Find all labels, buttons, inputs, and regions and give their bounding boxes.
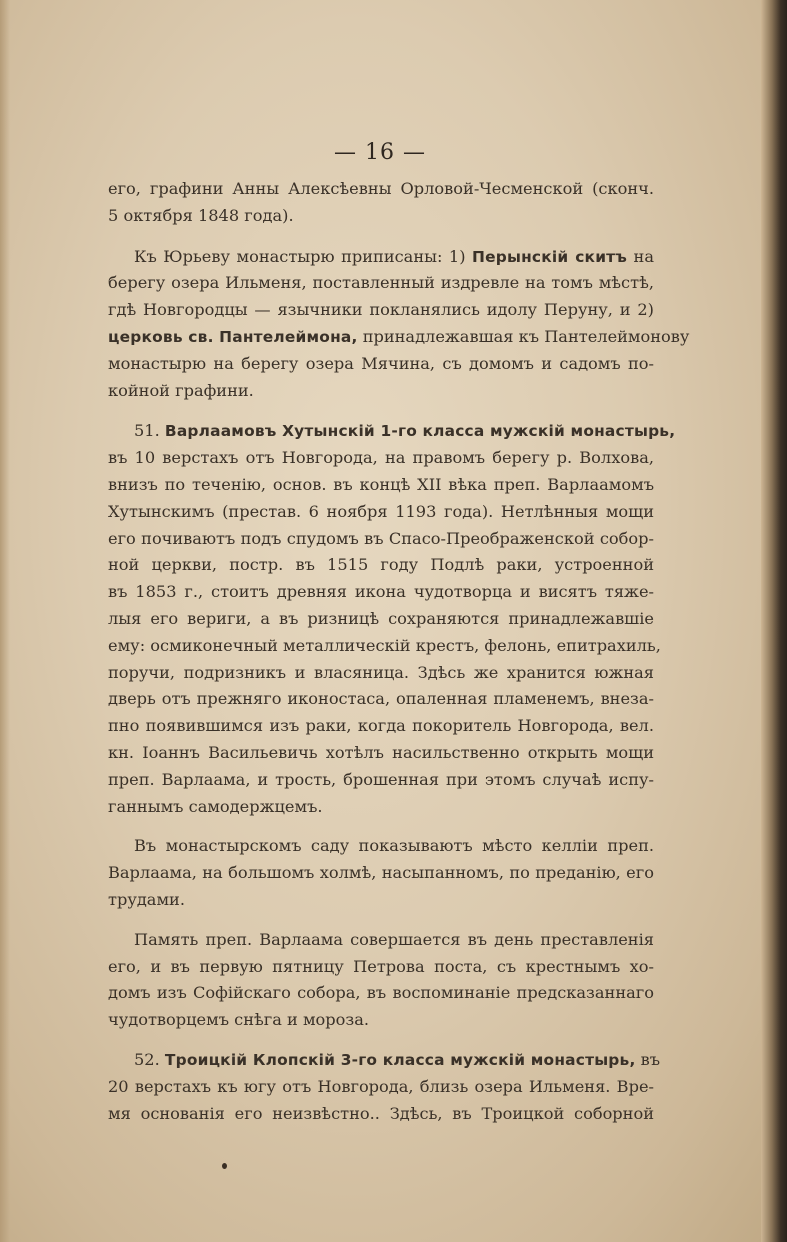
- text-line: поручи, подризникъ и власяница. Здѣсь же хранится южная: [108, 662, 654, 682]
- text-line: пно появившимся изъ раки, когда покоритель Новгорода, вел.: [108, 716, 654, 736]
- left-page-edge: [0, 0, 10, 1242]
- text-line: кн. Іоаннъ Васильевичь хотѣлъ насильственно открыть мощи: [108, 742, 654, 762]
- text-line: лыя его вериги, а въ ризницѣ сохраняются принадлежавшіе: [108, 608, 654, 628]
- text-line: [108, 1047, 661, 1074]
- bold-title-khutynsky-monastery: Варлаамовъ Хутынскій 1-го класса мужскій монастырь,: [164, 422, 676, 441]
- bold-term-perynsky-skit: Перынскій скитъ: [472, 247, 628, 266]
- text-line: трудами.: [108, 889, 185, 909]
- text-line: 20 верстахъ къ югу отъ Новгорода, близь озера Ильменя. Вре-: [108, 1076, 654, 1096]
- bold-term-panteleimon-church: церковь св. Пантелеймона,: [108, 327, 358, 346]
- paragraph-51-khutynsky: [108, 418, 676, 820]
- text-line: мя основанія его неизвѣстно.. Здѣсь, въ Троицкой соборной: [108, 1103, 654, 1123]
- text-run: въ: [635, 1049, 661, 1069]
- text-line: гдѣ Новгородцы — язычники покланялись идолу Перуну, и 2): [108, 300, 654, 320]
- text-line: въ 10 верстахъ отъ Новгорода, на правомъ берегу р. Волхова,: [108, 448, 654, 468]
- text-line: монастырю на берегу озера Мячина, съ домомъ и садомъ по-: [108, 353, 654, 373]
- paragraph-garden-cell: [108, 833, 654, 913]
- text-line: его почиваютъ подъ спудомъ въ Спасо-Преображенской собор-: [108, 528, 654, 548]
- text-line: берегу озера Ильменя, поставленный издревле на томъ мѣстѣ,: [108, 273, 654, 293]
- text-line: преп. Варлаама, и трость, брошенная при этомъ случаѣ испу-: [108, 769, 654, 789]
- text-line: Хутынскимъ (престав. 6 ноября 1193 года). Нетлѣнныя мощи: [108, 501, 654, 521]
- text-line: домъ изъ Софійскаго собора, въ воспоминаніе предсказаннаго: [108, 983, 654, 1003]
- text-line: [108, 244, 654, 271]
- text-line: ему: осмиконечный металлическій крестъ, фелонь, епитрахиль,: [108, 635, 661, 655]
- text-line: койной графини.: [108, 380, 254, 400]
- text-column: [108, 176, 690, 1127]
- text-run: на: [627, 246, 654, 266]
- text-line: 5 октября 1848 года).: [108, 205, 294, 225]
- paragraph-continuation: [108, 176, 654, 230]
- text-line: Варлаама, на большомъ холмѣ, насыпанномъ, по преданію, его: [108, 863, 654, 883]
- paragraph-52-klopsky: [108, 1047, 661, 1127]
- text-line: его, графини Анны Алексѣевны Орловой-Чесменской (сконч.: [108, 179, 654, 198]
- text-line: внизъ по теченію, основ. въ концѣ XII вѣка преп. Варлаамомъ: [108, 474, 654, 494]
- text-run: Къ Юрьеву монастырю приписаны: 1): [134, 246, 473, 266]
- book-spine-shadow: [761, 0, 787, 1242]
- text-run: принадлежавшая къ Пантелеймонову: [357, 326, 690, 346]
- text-line: Память преп. Варлаама совершается въ день преставленія: [134, 929, 654, 949]
- paragraph-commemoration: [108, 927, 654, 1034]
- text-line: [108, 324, 690, 351]
- text-line: чудотворцемъ снѣга и мороза.: [108, 1010, 370, 1030]
- text-line: Въ монастырскомъ саду показываютъ мѣсто келліи преп.: [134, 836, 654, 856]
- text-line: ганнымъ самодержцемъ.: [108, 796, 323, 816]
- text-line: его, и въ первую пятницу Петрова поста, съ крестнымъ хо-: [108, 956, 654, 976]
- text-line: дверь отъ прежняго иконостаса, опаленная пламенемъ, внеза-: [108, 689, 654, 709]
- page-number: — 16 —: [334, 140, 426, 165]
- text-line: ной церкви, постр. въ 1515 году Подлѣ раки, устроенной: [108, 555, 654, 575]
- paragraph-yuriev-attached: [108, 244, 690, 405]
- text-line: въ 1853 г., стоитъ древняя икона чудотворца и висятъ тяже-: [108, 582, 654, 602]
- ink-speck: [222, 1163, 227, 1169]
- bold-title-klopsky-monastery: Троицкій Клопскій 3-го класса мужскій монастырь,: [164, 1050, 636, 1069]
- text-line: [108, 418, 676, 445]
- entry-number: 51.: [134, 421, 160, 441]
- entry-number: 52.: [134, 1049, 160, 1069]
